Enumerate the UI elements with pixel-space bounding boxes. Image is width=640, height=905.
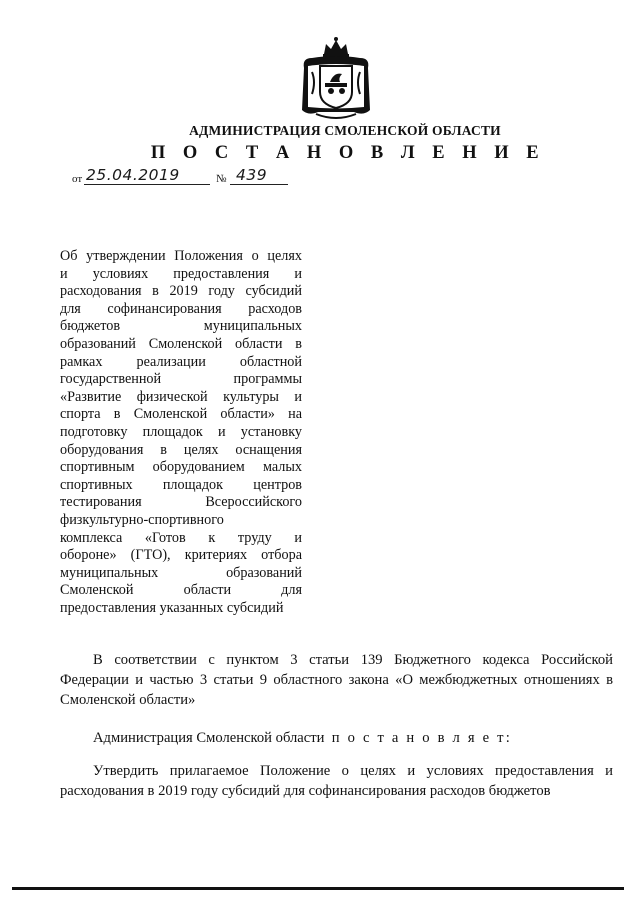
resolution-verb: п о с т а н о в л я е т: — [331, 729, 513, 746]
title-line: обороне» (ГТО), критериях отбора — [60, 547, 302, 564]
resolution-paragraph — [60, 728, 613, 748]
document-title-block — [60, 248, 302, 617]
title-line: оборудования в целях оснащения — [60, 441, 302, 458]
handwritten-date: 25.04.2019 — [86, 166, 180, 184]
title-line: предоставления указанных субсидий — [60, 599, 284, 616]
resolution-subject: Администрация Смоленской области — [93, 729, 325, 746]
title-line: рамках реализации областной — [60, 353, 302, 370]
title-line: и условиях предоставления и — [60, 265, 302, 282]
title-line: спортивным оборудованием малых — [60, 459, 302, 476]
title-line: расходования в 2019 году субсидий — [60, 283, 302, 300]
title-line: подготовку площадок и установку — [60, 423, 302, 440]
document-type-title: П О С Т А Н О В Л Е Н И Е — [150, 143, 546, 163]
title-line: физкультурно-спортивного — [60, 511, 224, 528]
title-line: муниципальных образований — [60, 564, 302, 581]
number-underline — [230, 184, 288, 185]
number-prefix: № — [216, 173, 227, 185]
bottom-rule — [12, 887, 624, 890]
title-line: «Развитие физической культуры и — [60, 388, 302, 405]
title-line: бюджетов муниципальных — [60, 318, 302, 335]
title-line: тестирования Всероссийского — [60, 494, 302, 511]
title-line: Об утверждении Положения о целях — [60, 248, 302, 264]
preamble-paragraph: В соответствии с пунктом 3 статьи 139 Бюджетного кодекса Российской Федерации и частью 3 статьи 9 областного закона «О межбюджетных отношениях в Смоленской области» — [60, 651, 613, 708]
handwritten-number: 439 — [236, 166, 268, 184]
title-line: Смоленской области для — [60, 582, 302, 599]
title-line: образований Смоленской области в — [60, 335, 302, 352]
title-line: комплекса «Готов к труду и — [60, 529, 302, 546]
date-underline — [84, 184, 210, 185]
date-prefix: от — [72, 173, 83, 185]
organization-name: АДМИНИСТРАЦИЯ СМОЛЕНСКОЙ ОБЛАСТИ — [189, 123, 501, 138]
title-line: спортивных площадок центров — [60, 476, 302, 493]
title-line: для софинансирования расходов — [60, 300, 302, 317]
smolensk-coat-of-arms-icon — [298, 36, 374, 122]
title-line: спорта в Смоленской области» на — [60, 406, 302, 423]
title-line: государственной программы — [60, 371, 302, 388]
decision-paragraph: Утвердить прилагаемое Положение о целях и условиях предоставления и расходования в 2019 году субсидий для софинансирования расходов бюджетов — [60, 762, 613, 799]
date-number-line — [72, 166, 332, 190]
